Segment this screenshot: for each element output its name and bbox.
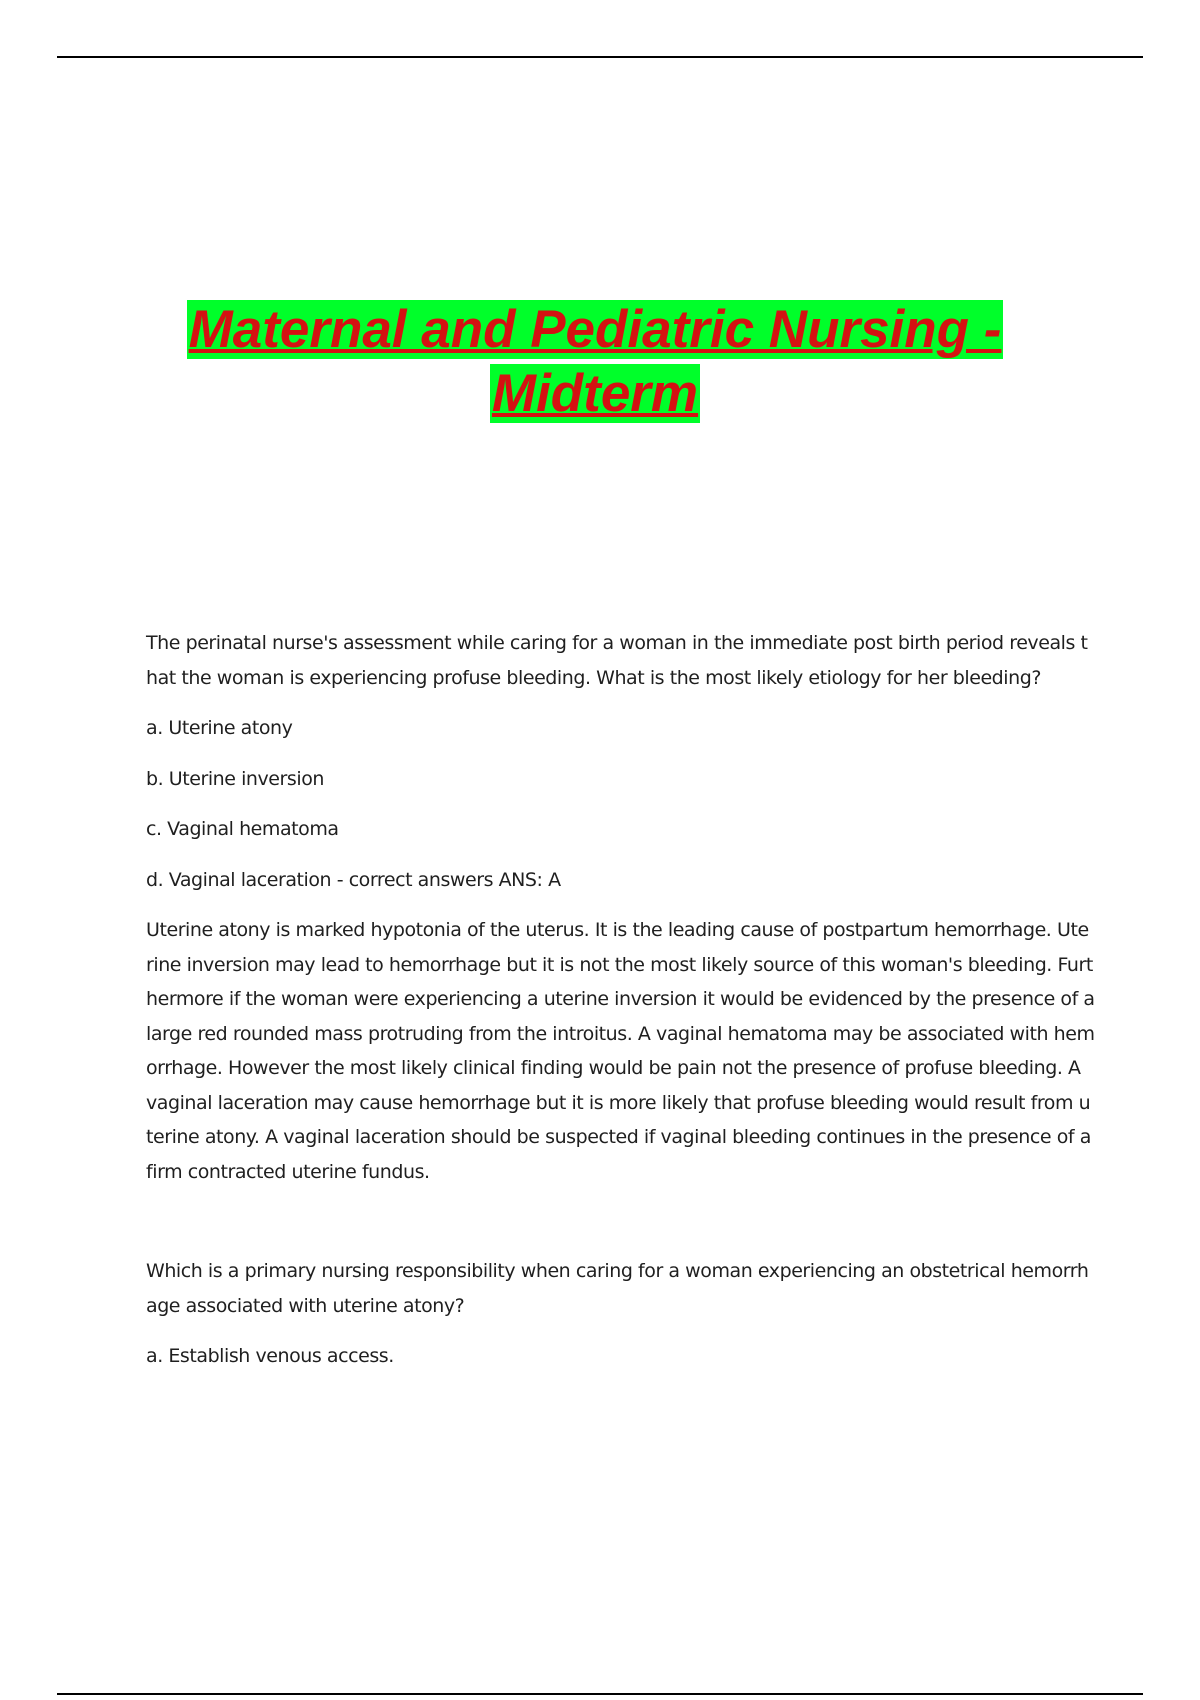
title-line-1: Maternal and Pediatric Nursing - <box>188 300 1002 359</box>
question-block-2 <box>146 1254 1096 1374</box>
document-body <box>146 626 1096 1390</box>
answer-rationale: Uterine atony is marked hypotonia of the uterus. It is the leading cause of postpartum hemorrhage. Uterine inversion may lead to hemorrhage but it is not the most likely source of this woman's bleeding. Furthermore if the woman were experiencing a uterine inversion it would be evidenced by the presence of a large red rounded mass protruding from the introitus. A vaginal hematoma may be associated with hemorrhage. However the most likely clinical finding would be pain not the presence of profuse bleeding. A vaginal laceration may cause hemorrhage but it is more likely that profuse bleeding would result from uterine atony. A vaginal laceration should be suspected if vaginal bleeding continues in the presence of a firm contracted uterine fundus. <box>146 919 1095 1183</box>
footer-rule <box>57 1693 1143 1695</box>
question-text: Which is a primary nursing responsibility when caring for a woman experiencing an obstetrical hemorrhage associated with uterine atony? <box>146 1260 1089 1317</box>
question-block-1 <box>146 626 1096 1189</box>
answer-option-d: d. Vaginal laceration - correct answers ANS: A <box>146 868 561 891</box>
answer-option-b: b. Uterine inversion <box>146 767 324 790</box>
section-spacer <box>146 1205 1096 1254</box>
answer-option-a: a. Establish venous access. <box>146 1345 394 1367</box>
question-text: The perinatal nurse's assessment while caring for a woman in the immediate post birth period reveals that the woman is experiencing profuse bleeding. What is the most likely etiology for her bleeding? <box>146 632 1088 689</box>
answer-option-a: a. Uterine atony <box>146 717 293 739</box>
document-title <box>0 298 1190 426</box>
answer-option-c: c. Vaginal hematoma <box>146 818 339 840</box>
header-rule <box>57 56 1143 58</box>
title-line-2: Midterm <box>491 364 699 423</box>
